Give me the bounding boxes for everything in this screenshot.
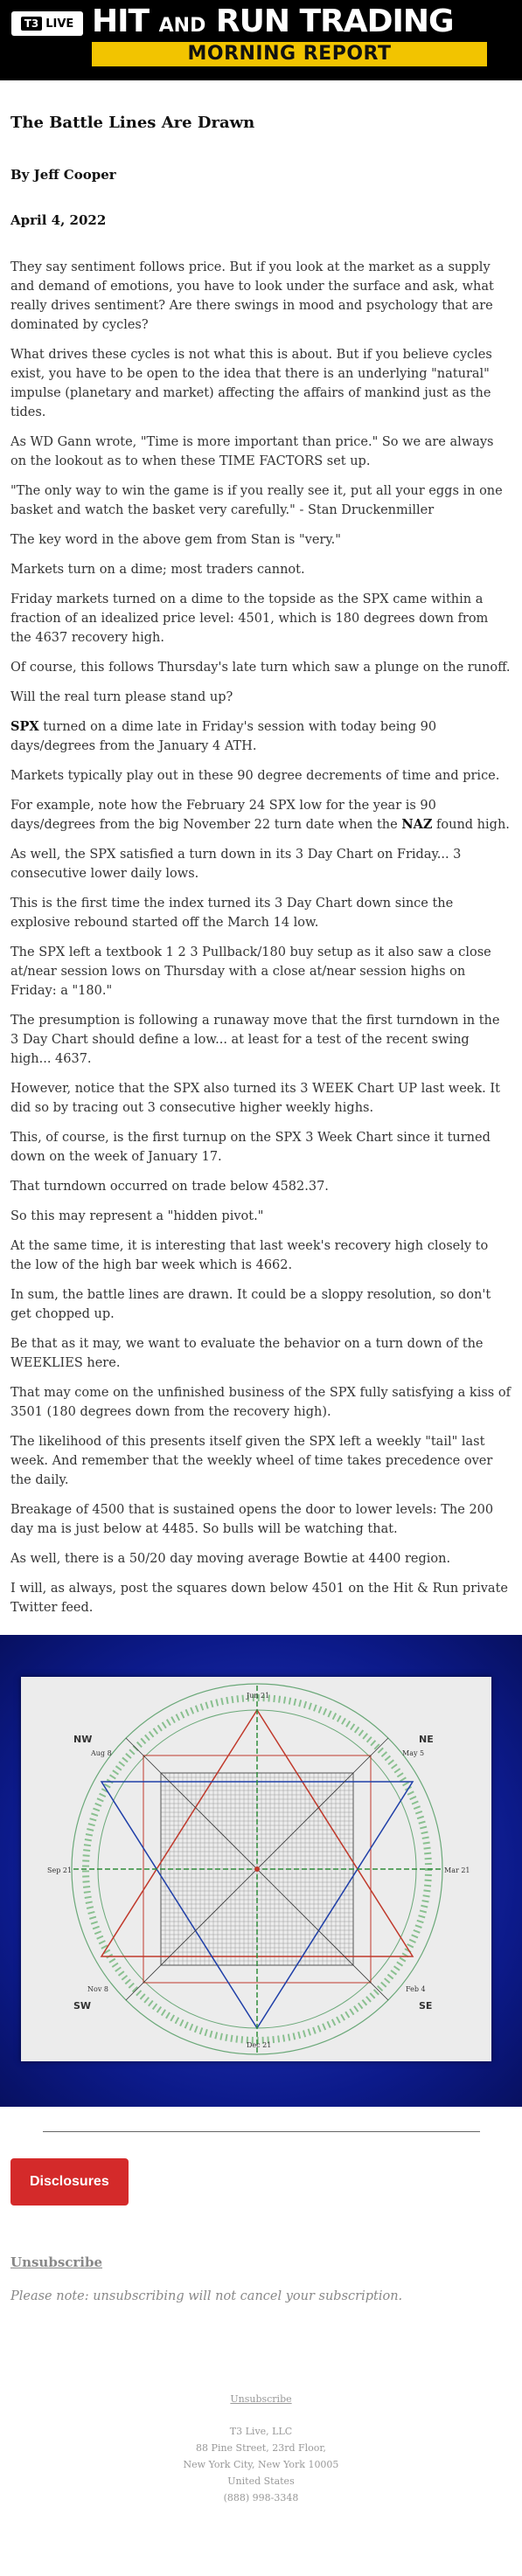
paragraph: As well, the SPX satisfied a turn down in its 3 Day Chart on Friday... 3 consecutive lower daily lows. <box>10 848 462 881</box>
paragraph: Friday markets turned on a dime to the topside as the SPX came within a fraction of an idealized price level: 4501, which is 180 degrees down from the 4637 recovery high. <box>10 592 489 645</box>
article-body <box>10 258 512 1617</box>
footer-street: 88 Pine Street, 23rd Floor, <box>196 2442 326 2454</box>
footer-unsubscribe-link[interactable]: Unsubscribe <box>230 2393 292 2405</box>
spx-label: SPX <box>10 719 39 734</box>
naz-label: NAZ <box>401 817 433 832</box>
brand-subtitle: MORNING REPORT <box>92 42 487 66</box>
paragraph: At the same time, it is interesting that last week's recovery high closely to the low of the high bar week which is 4662. <box>10 1239 489 1272</box>
gann-wheel-board <box>21 1677 491 2061</box>
footer-city: New York City, New York 10005 <box>183 2459 339 2470</box>
paragraph: This is the first time the index turned its 3 Day Chart down since the explosive rebound started off the March 14 low. <box>10 897 454 930</box>
paragraph: What drives these cycles is not what this is about. But if you believe cycles exist, you have to be open to the idea that there is an underlying "natural" impulse (planetary and market) affecting the affairs of mankind just as the tides. <box>10 348 492 419</box>
footer-phone: (888) 998-3348 <box>223 2492 299 2503</box>
paragraph: In sum, the battle lines are drawn. It could be a sloppy resolution, so don't get chopped up. <box>10 1288 491 1321</box>
brand-title <box>92 2 454 46</box>
paragraph: Will the real turn please stand up? <box>10 690 233 704</box>
footer-country: United States <box>227 2476 295 2487</box>
brand-hit: HIT <box>92 3 150 39</box>
month-label: Mar 21 <box>444 1866 470 1874</box>
t3-live-logo[interactable] <box>11 11 83 36</box>
month-label: Dec 21 <box>247 2041 272 2049</box>
byline: By Jeff Cooper <box>10 167 116 183</box>
brand-run-trading: RUN TRADING <box>215 3 454 39</box>
paragraph: That turndown occurred on trade below 4582.37. <box>10 1180 329 1194</box>
month-label: Nov 8 <box>87 1985 108 1993</box>
month-label: Feb 4 <box>406 1985 426 1993</box>
paragraph: The likelihood of this presents itself given the SPX left a weekly "tail" last week. And remember that the weekly wheel of time takes precedence over the daily. <box>10 1435 493 1487</box>
direction-label: NE <box>419 1734 434 1745</box>
paragraph-text: For example, note how the February 24 SPX low for the year is 90 days/degrees from the big November 22 turn date when the <box>10 799 436 832</box>
center-marker <box>254 1866 260 1872</box>
paragraph: The key word in the above gem from Stan is "very." <box>10 533 341 547</box>
gann-wheel-svg <box>21 1677 491 2061</box>
paragraph: I will, as always, post the squares down below 4501 on the Hit & Run private Twitter feed. <box>10 1582 508 1615</box>
paragraph: The presumption is following a runaway move that the first turndown in the 3 Day Chart should define a low... at least for a test of the recent swing high... 4637. <box>10 1014 500 1066</box>
month-label: May 5 <box>402 1749 425 1757</box>
article-date: April 4, 2022 <box>10 212 107 228</box>
paragraph: They say sentiment follows price. But if you look at the market as a supply and demand of emotions, you have to look under the surface and ask, what really drives sentiment? Are there swings in mood and psychology that are dominated by cycles? <box>10 260 494 332</box>
live-text: LIVE <box>45 17 74 31</box>
paragraph: Markets typically play out in these 90 degree decrements of time and price. <box>10 769 500 783</box>
paragraph: Of course, this follows Thursday's late turn which saw a plunge on the runoff. <box>10 661 511 675</box>
paragraph-text: turned on a dime late in Friday's session with today being 90 days/degrees from the January 4 ATH. <box>10 720 437 753</box>
article-title: The Battle Lines Are Drawn <box>10 114 255 132</box>
article-content <box>0 80 522 2524</box>
paragraph: That may come on the unfinished business of the SPX fully satisfying a kiss of 3501 (180 degrees down from the recovery high). <box>10 1386 511 1419</box>
direction-label: SW <box>73 2000 92 2012</box>
report-header <box>0 0 522 80</box>
month-label: Sep 21 <box>47 1866 73 1874</box>
paragraph: Breakage of 4500 that is sustained opens the door to lower levels: The 200 day ma is just below at 4485. So bulls will be watching that. <box>10 1503 494 1536</box>
paragraph <box>10 796 512 834</box>
paragraph-text: found high. <box>432 818 510 832</box>
paragraph: As well, there is a 50/20 day moving average Bowtie at 4400 region. <box>10 1552 451 1566</box>
paragraph <box>10 717 512 756</box>
paragraph: The SPX left a textbook 1 2 3 Pullback/180 buy setup as it also saw a close at/near session lows on Thursday with a close at/near session highs on Friday: a "180." <box>10 945 491 998</box>
brand-and: AND <box>158 15 206 37</box>
paragraph: Be that as it may, we want to evaluate the behavior on a turn down of the WEEKLIES here. <box>10 1337 484 1370</box>
t3-mark: T3 <box>21 17 43 31</box>
paragraph: As WD Gann wrote, "Time is more important than price." So we are always on the lookout as to when these TIME FACTORS set up. <box>10 435 494 468</box>
paragraph: Markets turn on a dime; most traders cannot. <box>10 563 305 577</box>
month-label: Jun 21 <box>247 1692 270 1700</box>
paragraph: This, of course, is the first turnup on the SPX 3 Week Chart since it turned down on the week of January 17. <box>10 1131 491 1164</box>
direction-label: NW <box>73 1734 93 1745</box>
gann-wheel-image <box>0 1635 522 2107</box>
paragraph: However, notice that the SPX also turned its 3 WEEK Chart UP last week. It did so by tracing out 3 consecutive higher weekly highs. <box>10 1082 500 1115</box>
divider <box>43 2131 480 2132</box>
unsubscribe-note: Please note: unsubscribing will not cancel your subscription. <box>10 2289 403 2303</box>
paragraph: So this may represent a "hidden pivot." <box>10 1209 264 1223</box>
paragraph: "The only way to win the game is if you really see it, put all your eggs in one basket and watch the basket very carefully." - Stan Druckenmiller <box>10 484 503 517</box>
footer <box>10 2391 512 2524</box>
unsubscribe-link[interactable]: Unsubscribe <box>10 2254 103 2270</box>
direction-label: SE <box>419 2000 433 2012</box>
footer-company: T3 Live, LLC <box>229 2426 293 2437</box>
disclosures-button[interactable]: Disclosures <box>10 2158 129 2206</box>
month-label: Aug 8 <box>91 1749 112 1757</box>
